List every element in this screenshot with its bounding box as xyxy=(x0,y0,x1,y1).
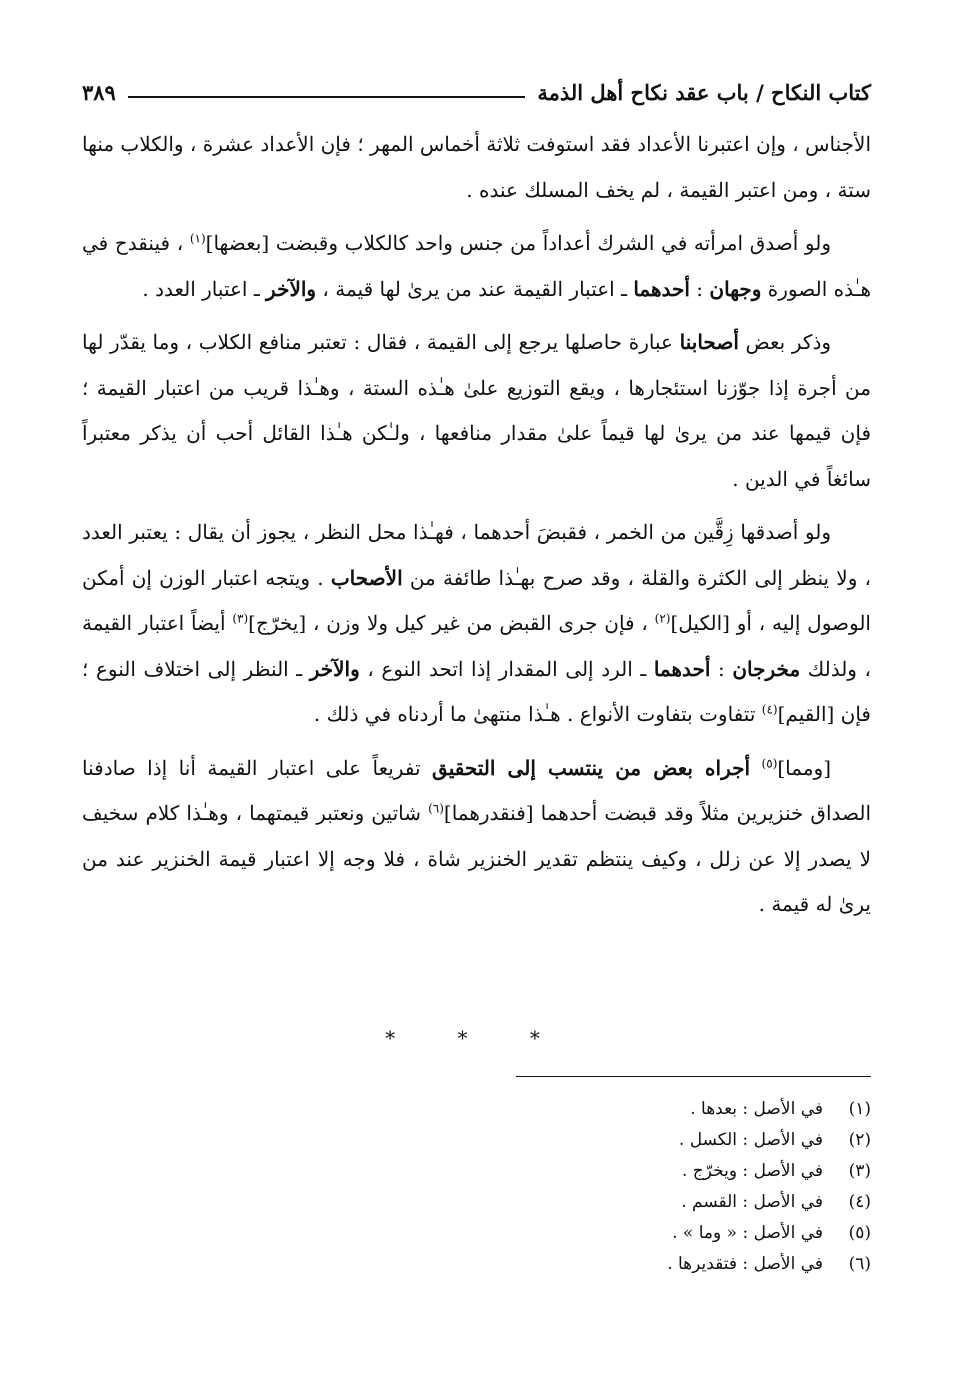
footnote-ref-6[interactable]: (٦) xyxy=(428,801,444,816)
header-rule xyxy=(128,96,526,98)
footnote-number: (٤) xyxy=(848,1192,871,1212)
bold-term: والآخر xyxy=(266,276,317,301)
footnote-text: في الأصل : فتقديرها . xyxy=(667,1254,823,1274)
bold-term: أصحابنا xyxy=(679,330,739,354)
footnote-number: (٦) xyxy=(848,1254,871,1274)
paragraph-5: [ومما]$^{(٥)}$ أجراه بعض من ينتسب إلى التحقيق تفريعاً على اعتبار القيمة أنا إذا صادفنا الصداق خنزيرين مثلاً وقد قبضت أحدهما [فنقدرهما]$^{(٦)}$ شاتين ونعتبر قيمتهما ، وهـٰذا كلام سخيف لا يصدر إلا عن زلل ، وكيف ينتظم تقدير الخنزير شاة ، فلا وجه إلا اعتبار قيمة الخنزير عند من يرىٰ له قيمة . xyxy=(82,755,872,916)
footnote-ref-4[interactable]: (٤) xyxy=(761,702,778,717)
footnote-ref-3[interactable]: (٣) xyxy=(232,611,249,626)
footnote-item xyxy=(471,1218,871,1249)
footnote-text: في الأصل : الكسل . xyxy=(678,1130,823,1150)
section-separator: * * * xyxy=(385,1026,568,1050)
bold-term: مخرجان xyxy=(732,656,801,681)
paragraph-2: ولو أصدق امرأته في الشرك أعداداً من جنس واحد كالكلاب وقبضت [بعضها]$^{(١)}$ ، فينقدح في هـٰذه الصورة وجهان : أحدهما ـ اعتبار القيمة عند من يرىٰ لها قيمة ، والآخر ـ اعتبار العدد . xyxy=(82,231,871,301)
paragraph-4: ولو أصدقها زِقَّين من الخمر ، فقبضَ أحدهما ، فهـٰذا محل النظر ، يجوز أن يقال : يعتبر العدد ، ولا ينظر إلى الكثرة والقلة ، وقد صرح بهـٰذا طائفة من الأصحاب . ويتجه اعتبار الوزن إن أمكن الوصول إليه ، أو [الكيل]$^{(٢)}$ ، فإن جرى القبض من غير كيل ولا وزن ، [يخرّج]$^{(٣)}$ أيضاً اعتبار القيمة ، ولذلك مخرجان : أحدهما ـ الرد إلى المقدار إذا اتحد النوع ، والآخر ـ النظر إلى اختلاف النوع ؛ فإن [القيم]$^{(٤)}$ تتفاوت بتفاوت الأنواع . هـٰذا منتهىٰ ما أردناه في ذلك . xyxy=(82,520,871,726)
footnote-text: في الأصل : بعدها . xyxy=(690,1099,823,1119)
footnote-item xyxy=(471,1156,871,1187)
bold-term: وجهان xyxy=(709,276,762,301)
running-header xyxy=(82,72,871,112)
bold-term: أحدهما xyxy=(653,656,711,681)
footnote-number: (٥) xyxy=(848,1223,871,1243)
footnote-item xyxy=(471,1249,871,1280)
page-number: ٣٨٩ xyxy=(82,79,116,105)
footnote-number: (١) xyxy=(848,1099,871,1119)
bold-term: الأصحاب xyxy=(330,565,403,590)
bold-term: أجراه بعض من ينتسب إلى التحقيق xyxy=(432,755,751,780)
main-text xyxy=(82,122,871,936)
bold-term: والآخر xyxy=(309,656,360,681)
footnote-number: (٢) xyxy=(848,1130,871,1150)
paragraph-1: الأجناس ، وإن اعتبرنا الأعداد فقد استوفت ثلاثة أخماس المهر ؛ فإن الأعداد عشرة ، والكلاب منها ستة ، ومن اعتبر القيمة ، لم يخف المسلك عنده . xyxy=(82,132,871,202)
footnotes-list xyxy=(471,1094,871,1280)
footnote-divider xyxy=(516,1076,871,1077)
footnote-ref-1[interactable]: (١) xyxy=(189,231,206,246)
footnote-item xyxy=(471,1094,871,1125)
footnote-item xyxy=(471,1125,871,1156)
footnote-ref-2[interactable]: (٢) xyxy=(654,611,671,626)
bold-term: أحدهما xyxy=(633,276,690,301)
footnote-number: (٣) xyxy=(848,1161,871,1181)
footnote-ref-5[interactable]: (٥) xyxy=(761,755,778,770)
chapter-title: كتاب النكاح / باب عقد نكاح أهل الذمة xyxy=(537,79,871,105)
footnote-text: في الأصل : القسم . xyxy=(681,1192,823,1212)
footnote-text: في الأصل : ويخرّج . xyxy=(681,1161,823,1181)
footnote-text: في الأصل : « وما » . xyxy=(672,1223,823,1243)
footnote-item xyxy=(471,1187,871,1218)
paragraph-3: وذكر بعض أصحابنا عبارة حاصلها يرجع إلى القيمة ، فقال : تعتبر منافع الكلاب ، وما يقدّر لها من أجرة إذا جوّزنا استئجارها ، ويقع التوزيع علىٰ هـٰذه الستة ، وهـٰذا قريب من اعتبار القيمة ؛ فإن قيمها عند من يرىٰ لها قيماً علىٰ مقدار منافعها ، ولـٰكن هـٰذا القائل أحب أن يذكر معتبراً سائغاً في الدين . xyxy=(82,330,872,491)
